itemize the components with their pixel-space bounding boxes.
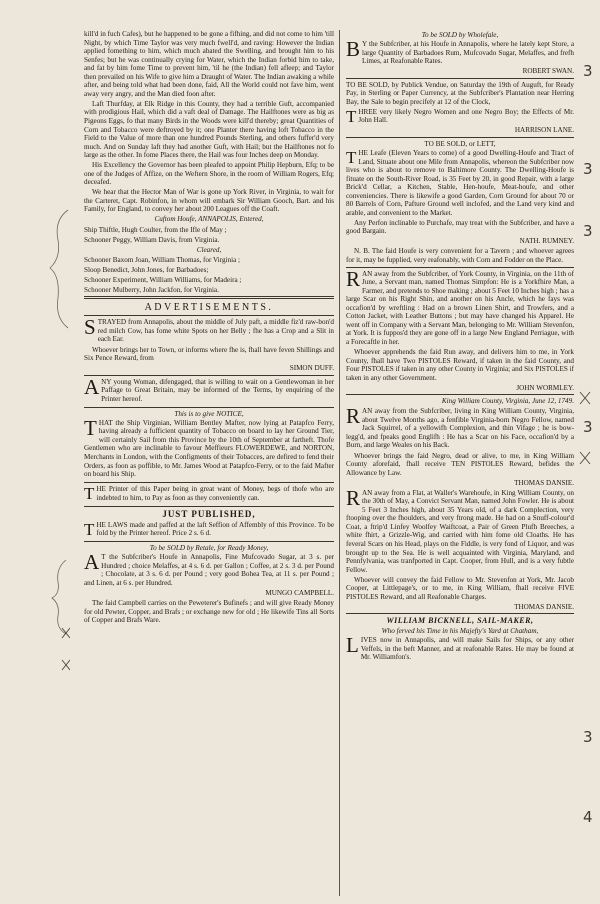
drop-cap: B <box>346 37 361 61</box>
drop-cap: T <box>346 106 357 126</box>
ad-text: T the Subfcriber's Houfe in Annapolis, Fine Mufcovado Sugar, at 3 s. per Hundred ; choice Melaffes, at 4 s. 6 d. per Gallon ; Coffee, at 2 s. 3 d. per Pound ; Chocolate, at 3 s. 6 d. per Pound ; very good Bohea Tea, at 11 s. per Pound ; and Linen, at 6 s. per Hundred. <box>84 553 334 587</box>
drop-cap: T <box>84 519 95 539</box>
drop-cap: R <box>346 404 361 429</box>
ad-signature: JOHN WORMLEY. <box>516 383 574 392</box>
dateline: King William County, Virginia, June 12, 1749. <box>441 397 574 406</box>
margin-annotation: 4 <box>583 808 593 826</box>
ad-runaway-york <box>346 266 574 393</box>
column-rule <box>339 30 340 896</box>
ad-runaway-king-william <box>346 397 574 487</box>
ad-title: JUST PUBLISHED, <box>162 508 256 519</box>
divider <box>84 482 334 483</box>
ad-signature: THOMAS DANSIE. <box>514 602 574 611</box>
margin-annotation: 3 <box>583 62 593 80</box>
drop-cap: R <box>346 485 361 510</box>
drop-cap: R <box>346 266 361 291</box>
ad-signature: MUNGO CAMPBELL. <box>265 588 334 597</box>
ad-signature: ROBERT SWAN. <box>522 67 574 76</box>
ad-runaway-flat <box>346 485 574 612</box>
ad-text: HREE very likely Negro Women and one Negro Boy; the Effects of Mr. John Hall. <box>358 107 574 125</box>
drop-cap: T <box>346 147 357 167</box>
drop-cap: S <box>84 315 96 340</box>
ad-signature: NATH. RUMNEY. <box>519 237 574 246</box>
entered-line: Ship Thiftle, Hugh Coulter, from the Ifle of May ; <box>84 225 227 234</box>
cleared-line: Sloop Benedict, John Jones, for Barbadoes; <box>84 265 209 274</box>
ad-strayed-cow <box>84 315 334 373</box>
divider <box>84 407 334 408</box>
divider <box>84 541 334 542</box>
news-paragraph: Laft Thurfday, at Elk Ridge in this County, they had a terrible Guft, accompanied with prodigious Hail, which did a vaft deal of Damage. The Hailftones were as big as Pigeons Eggs, fo that many Birds in the Woods were kill'd thereby; great Quantities of Corn and Tobacco were deftroyed by it; one Planter there having loft Tobacco in the Field to the Value of more than one hundred Pounds Sterling, and others fuffer'd very much. And on Sunday laft they had another Guft, with Hail; but the Hailftones not fo large as the other. In fome Places there, the Hail was four Inches deep on Monday. <box>84 99 334 160</box>
section-divider <box>84 296 334 299</box>
margin-annotation: 3 <box>583 222 593 240</box>
news-paragraph: His Excellency the Governor has been pleafed to appoint Philip Hepburn, Efq; to be one of the Judges of Affize, on the Weftern Shore, in the room of William Rogers, Efq; deceafed. <box>84 161 334 187</box>
margin-annotation: 3 <box>583 160 593 178</box>
ad-just-published <box>84 509 334 540</box>
ad-text: IVES now in Annapolis, and will make Sails for Ships, or any other Veffels, in the beft Manner, and at reafonable Rates. He may be found at Mr. Williamfon's. <box>360 636 574 662</box>
ad-title: This is to give NOTICE, <box>174 409 244 418</box>
ad-vendue <box>346 81 574 135</box>
ad-text: NY young Woman, difengaged, that is willing to wait on a Gentlewoman in her Paffage to Great Britain, may be informed of the Terms, by enquiring of the Printer hereof. <box>101 377 334 403</box>
right-column <box>346 30 574 898</box>
news-paragraph: We hear that the Hector Man of War is gone up York River, in Virginia, to wait for the Carteret, Capt. Robinfon, in whom will embark Sir William Gooch, Bart. and his Family, for England, to convey her about 200 Leagues off the Coaft. <box>84 188 334 214</box>
ad-title: To be SOLD by Retale, for Ready Money, <box>149 544 269 553</box>
left-column <box>84 30 334 898</box>
cleared-line: Schooner Experiment, William Williams, for Madeira ; <box>84 275 242 284</box>
ad-signature: THOMAS DANSIE. <box>514 478 574 487</box>
ad-title: TO BE SOLD, or LETT, <box>424 139 496 148</box>
margin-annotation: 3 <box>583 728 593 746</box>
drop-cap: L <box>346 633 359 658</box>
ad-signature: SIMON DUFF. <box>289 364 334 373</box>
divider <box>346 78 574 79</box>
margin-cross-marks <box>576 390 596 480</box>
ad-text: Whoever brings the faid Negro, dead or alive, to me, in King William County aforefaid, fhall receive TEN PISTOLES Reward, befides the Allowance by Law. <box>346 451 574 477</box>
ad-text: AN away from a Flat, at Waller's Warehoufe, in King William County, on the 30th of May, a Convict Servant Man, named John Fowler. He is about 5 Feet 3 Inches high, about 35 Years old, of a dark Complection, very ftooping over the fhoulders, and very ftrong made. He had on a Snuff-colour'd Coat, a ftrip'd Linfey Woolfey Waiftcoat, a Pair of Green Plufh Breeches, a white fhirt, a Grizzle-Wig, and carried with him fome old Cloaths. He has feveral Scars on his Head, plays on the Fiddle, is very fond of Liquor, and was brought up to the Sea. He is well acquainted with Virginia, Maryland, and Pennfylvania, was tranfported in Capt. Cooper, from Hull, and is a very fubtle Fellow. <box>346 488 574 574</box>
ad-lease <box>346 140 574 265</box>
ad-subtitle: Who ferved his Time in his Majefty's Yard at Chatham, <box>381 627 539 636</box>
ad-text: AN away from the Subfcriber, living in King William County, Virginia, about Twelve Months ago, a fenfible Virginia-born Negro Fellow, named Jack Squirrel, of a yellowifh Complexion, and thin Vifage ; he is bow-legg'd, and fpeaks good Englifh : He has a Scar on his Face, occafion'd by a Burn, and large Weales on his Back. <box>346 407 574 450</box>
margin-annotation: 3 <box>583 418 593 436</box>
entered-line: Schooner Peggy, William Davis, from Virginia. <box>84 235 220 244</box>
divider <box>84 506 334 507</box>
news-paragraph: kill'd in fuch Cafes), but he happened to be gone a fifhing, and did not come to him 'till Night, by which Time Taylor was very much fwell'd, and raving: However the Indian applied fomething to him, which much abated the Swelling, and brought him to his Senfes; but he was continually crying for Water, which the Indian forbid him to take, and fat by him fome Time to prevent him, 'til he (the Indian) fell afleep; and Taylor then prevailed on his Wife to give him a Draught of Water. The Indian awaking a while after, and being told what had been done, faid, All the World could not fave him, went away very angry, and the Man died foon after. <box>84 30 334 98</box>
ad-text: HE LAWS made and paffed at the laft Seffion of Affembly of this Province. To be fold by the Printer hereof. Price 2 s. 6 d. <box>96 520 334 538</box>
ad-text: Whoever brings her to Town, or informs where fhe is, fhall have feven Shillings and Six Pence Reward, from <box>84 345 334 363</box>
divider <box>346 394 574 395</box>
margin-brace-marks <box>40 0 70 904</box>
ad-text: AN away from the Subfcriber, of York County, in Virginia, on the 11th of June, a Servant man, named Thomas Simpfon: He is a Yorkfhire Man, a Farmer, and pretends to Shoe making ; about 5 Feet 10 Inches high ; has a large Scar on his Right Shin, and another on his Ancle, which he fays was occafion'd by wreftling : Had on a brown Linen Shirt, and Trowfers, and a Cotton Jacket, with Leather Buttons ; but may have changed his Apparel. He went off in Company with a Servant Man, belonging to Mr. William Stevenfon, at York. It is fuppos'd they are gone off in a large New England Perriague, with a Forecaftle in her. <box>346 269 574 346</box>
ad-signature: HARRISON LANE. <box>514 126 574 135</box>
ad-text: TRAYED from Annapolis, about the middle of July paft, a middle fiz'd raw-bon'd red milch Cow, has fome white Spots on her Belly ; fhe has a Crop and a Slit in each Ear. <box>97 318 334 344</box>
ad-text: HE Leafe (Eleven Years to come) of a good Dwelling-Houfe and Tract of Land, Situate about one Mile from Annapolis, whereon the Subfcriber now lives who is about to remove to Baltimore County. The Dwelling-Houfe is fituate on the South-River Road, is 35 Feet by 20, in good Repair, with a large Brick'd Cellar, a Kitchen, Stable, Hen-houfe, Meat-houfe, and other conveniencies. There is likewife a good Garden, Corn Ground for about 70 or 80 Barrels of Corn, Pafture Ground well inclofed, and the Land very kind and arable, and convenient to the Market. <box>346 148 574 217</box>
ad-text: Whoever apprehends the faid Run away, and delivers him to me, in York County, fhall have Two PISTOLES Reward, if taken in the faid County, and Four PISTOLES if taken in any other County in Virginia; and Six PISTOLES if taken in any other Government. <box>346 348 574 382</box>
ad-text: The faid Campbell carries on the Peweterer's Bufinefs ; and will give Ready Money for old Pewter, Copper, and Brafs ; or exchange new for old ; He likewife Tins all Sorts of Copper and Brafs Ware. <box>84 599 334 625</box>
drop-cap: T <box>84 484 95 504</box>
ad-text: N. B. The faid Houfe is very convenient for a Tavern ; and whoever agrees for it, may be fupplied, very reafonably, with Corn and Fodder on the Place. <box>346 247 574 265</box>
customs-title: Cuftom Houfe, ANNAPOLIS, Entered, <box>154 215 264 224</box>
ad-text: TO BE SOLD, by Publick Vendue, on Saturday the 19th of Auguft, for Ready Pay, in Sterling or Paper Currency, at the Subfcriber's Plantation near Herring Bay, the Sale to begin precifely at 12 of the Clock, <box>346 80 574 106</box>
divider <box>346 267 574 268</box>
ad-title: To be SOLD by Wholefale, <box>421 31 499 39</box>
drop-cap: A <box>84 374 100 399</box>
advertisements-heading: ADVERTISEMENTS. <box>144 302 274 314</box>
ad-ship-notice <box>84 410 334 480</box>
ad-text: HE Printer of this Paper being in great want of Money, begs of thofe who are indebted to him, to Pay as foon as they conveniently can. <box>96 485 334 502</box>
ad-text: Y the Subfcriber, at his Houfe in Annapolis, where he lately kept Store, a large Quantity of Barbadoes Rum, Mufcovado Sugar, Melaffes, and frefh Limes, at Reafonable Rates. <box>362 40 574 66</box>
ad-text: Any Perfon inclinable to Purchafe, may treat with the Subfcriber, and have a good Bargain. <box>346 218 574 236</box>
cleared-line: Schooner Mulberry, John Jackfon, for Virginia. <box>84 285 219 294</box>
ad-retail <box>84 544 334 624</box>
ad-bicknell <box>346 616 574 663</box>
cleared-line: Schooner Baxom Joan, William Thomas, for Virginia ; <box>84 255 241 264</box>
divider <box>84 375 334 376</box>
cleared-title: Cleared, <box>196 245 222 254</box>
divider <box>346 137 574 138</box>
drop-cap: A <box>84 550 100 575</box>
ad-wholesale <box>346 31 574 76</box>
divider <box>84 315 334 316</box>
ad-printer <box>84 485 334 504</box>
ad-title: WILLIAM BICKNELL, SAIL-MAKER, <box>386 616 534 626</box>
divider <box>346 613 574 614</box>
ad-text: Whoever will convey the faid Fellow to Mr. Stevenfon at York, Mr. Jacob Cooper, at Littlepage's, or to me, in King William, fhall receive FIVE PISTOLES Reward, and all Reafonable Charges. <box>346 575 574 601</box>
ad-young-woman <box>84 374 334 405</box>
drop-cap: T <box>84 415 97 440</box>
ad-text: HAT the Ship Virginian, William Bentley Mafter, now lying at Patapfco Ferry, having already a fufficient quantity of Tobacco on board to lay her Ground Tier, will certainly Sail from this Province by the 10th of September at fartheft. Thofe Gentlemen who are inclinable to favour Meffieurs FLOWERDEWE, and NORTON, Merchants in London, with the Configments of their Tobacces, are defired to fend their Orders, as foon as poffible, to Mr. James Wood at Patapfco-Ferry, or to the faid Mafter on board his Ship. <box>84 418 334 479</box>
